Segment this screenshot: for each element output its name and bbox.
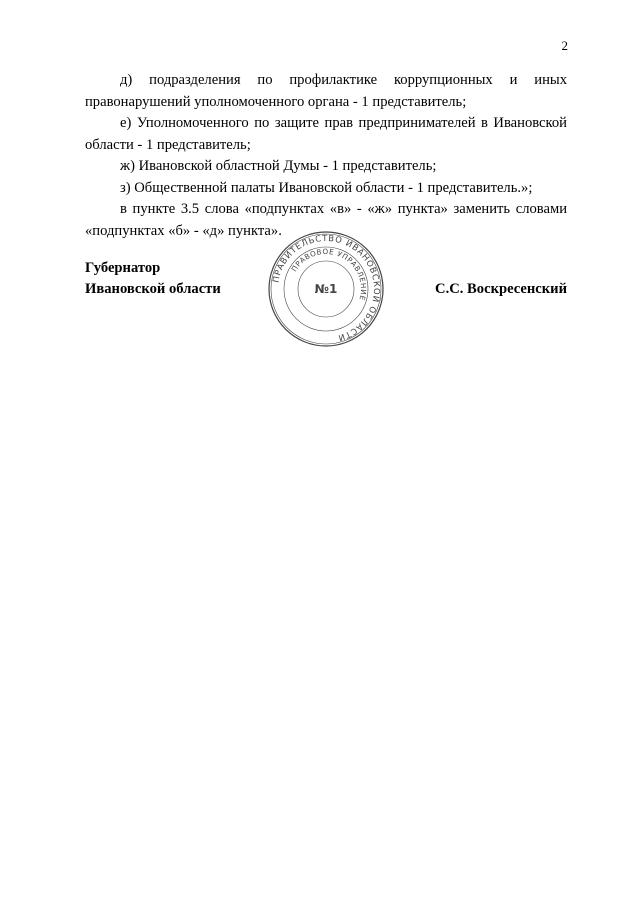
page-number: 2 <box>561 38 568 53</box>
official-stamp <box>267 230 385 348</box>
stamp-number: №1 <box>314 282 338 296</box>
stamp-ring-text: ПРАВИТЕЛЬСТВО ИВАНОВСКОЙ ОБЛАСТИ <box>270 232 383 344</box>
paragraph: д) подразделения по профилактике коррупционных и иных правонарушений уполномоченного органа - 1 представитель; <box>85 72 567 110</box>
signatory-position <box>85 258 221 300</box>
document-body <box>85 70 567 242</box>
paragraph: з) Общественной палаты Ивановской области - 1 представитель.»; <box>120 179 533 196</box>
paragraph: е) Уполномоченного по защите прав предпринимателей в Ивановской области - 1 представитель; <box>85 115 567 153</box>
position-line: Губернатор <box>85 260 161 276</box>
paragraph: ж) Ивановской областной Думы - 1 представитель; <box>120 158 437 174</box>
position-line: Ивановской области <box>85 281 221 297</box>
stamp-inner-text: ПРАВОВОЕ УПРАВЛЕНИЕ <box>289 246 369 302</box>
signatory-name: С.С. Воскресенский <box>435 281 567 297</box>
paragraph: в пункте 3.5 слова «подпунктах «в» - «ж» пункта» заменить словами «подпунктах «б» - «д» пункта». <box>85 201 567 239</box>
